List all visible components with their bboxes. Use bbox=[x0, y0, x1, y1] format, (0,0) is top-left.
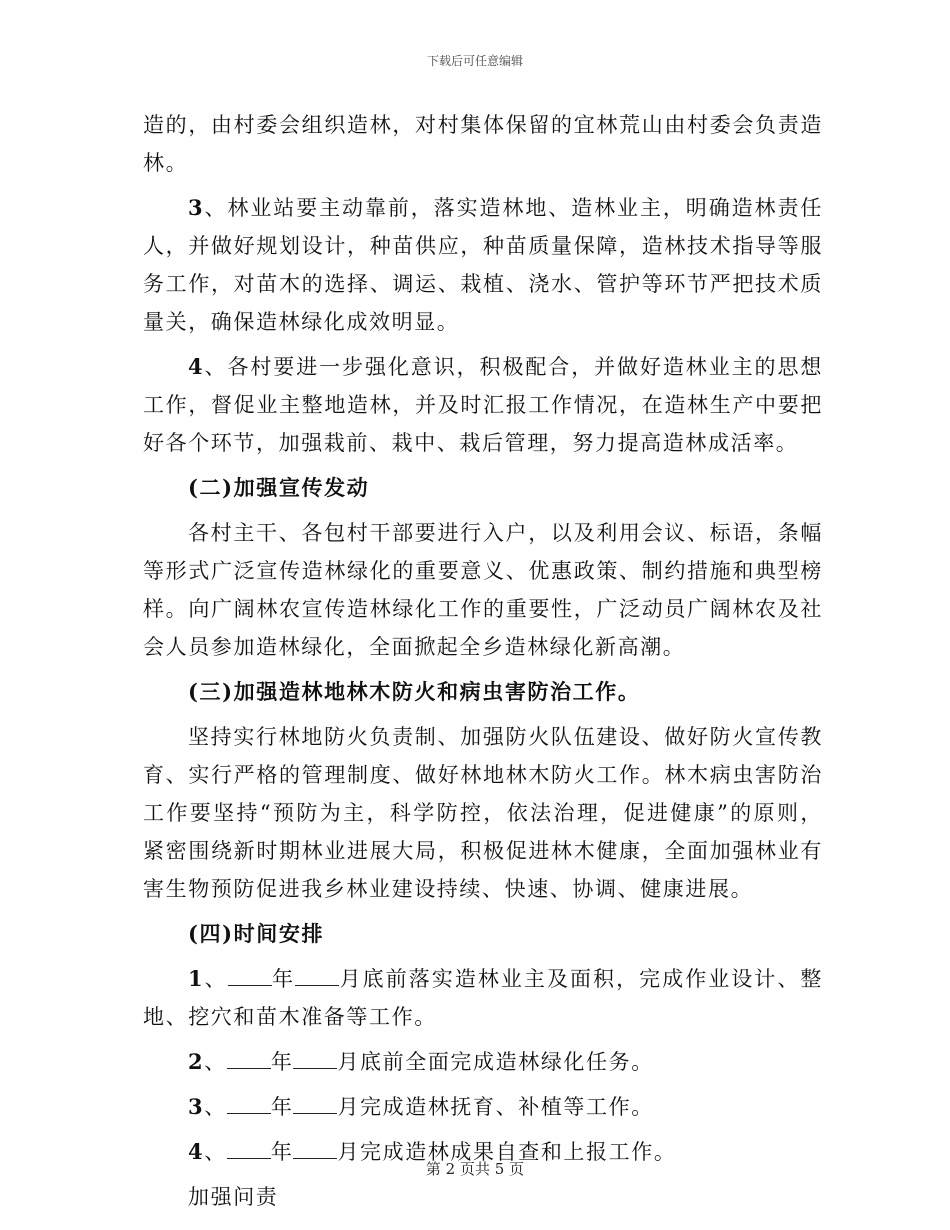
document-body bbox=[143, 106, 823, 1216]
item-number: 4 bbox=[188, 354, 205, 379]
item-4-paragraph bbox=[143, 348, 823, 462]
item-text: 、各村要进一步强化意识，积极配合，并做好造林业主的思想工作，督促业主整地造林，并及时汇报工作情况，在造林生产中要把好各个环节，加强栽前、栽中、栽后管理，努力提高造林成活率。 bbox=[143, 355, 823, 455]
blank-line bbox=[227, 1048, 271, 1069]
item-number: 4 bbox=[188, 1139, 205, 1164]
section-heading-4: (四)时间安排 bbox=[188, 921, 325, 946]
item-text: 、林业站要主动靠前，落实造林地、造林业主，明确造林责任人，并做好规划设计，种苗供应，种苗质量保障，造林技术指导等服务工作，对苗木的选择、调运、栽植、浇水、管护等环节严把技术质量关，确保造林绿化成效明显。 bbox=[143, 196, 823, 334]
blank-line bbox=[227, 1093, 271, 1114]
item-text: 月底前全面完成造林绿化任务。 bbox=[337, 1050, 654, 1074]
item-number: 3 bbox=[188, 195, 205, 220]
item-number: 2 bbox=[188, 1049, 205, 1074]
paragraph-continuation: 造的，由村委会组织造林，对村集体保留的宜林荒山由村委会负责造林。 bbox=[143, 113, 823, 175]
item-text: 月完成造林抚育、补植等工作。 bbox=[337, 1095, 654, 1119]
page-header: 下载后可任意编辑 bbox=[426, 54, 523, 68]
item-number: 3 bbox=[188, 1094, 205, 1119]
blank-line bbox=[293, 1093, 337, 1114]
schedule-item-1: 1、 年 月底前落实造林业主及面积，完成作业设计、整地、挖穴和苗木准备等工作。 bbox=[143, 966, 823, 1029]
blank-line bbox=[293, 1138, 337, 1159]
schedule-item-2: 2、 年 月底前全面完成造林绿化任务。 bbox=[188, 1049, 654, 1074]
publicity-paragraph: 各村主干、各包村干部要进行入户，以及利用会议、标语，条幅等形式广泛宣传造林绿化的重要意义、优惠政策、制约措施和典型榜样。向广阔林农宣传造林绿化工作的重要性，广泛动员广阔林农及社会人员参加造林绿化，全面掀起全乡造林绿化新高潮。 bbox=[143, 521, 823, 659]
blank-line bbox=[228, 965, 272, 986]
item-number: 1 bbox=[188, 966, 205, 991]
accountability-line: 加强问责 bbox=[188, 1185, 279, 1209]
section-heading-3: (三)加强造林地林木防火和病虫害防治工作。 bbox=[188, 679, 641, 704]
blank-line bbox=[227, 1138, 271, 1159]
item-text: 月完成造林成果自查和上报工作。 bbox=[337, 1140, 677, 1164]
schedule-item-4: 4、 年 月完成造林成果自查和上报工作。 bbox=[188, 1139, 677, 1164]
item-3-paragraph bbox=[143, 189, 823, 341]
page-footer: 第 2 页共 5 页 bbox=[425, 1160, 525, 1178]
fire-prevention-paragraph: 坚持实行林地防火负责制、加强防火队伍建设、做好防火宣传教育、实行严格的管理制度、做好林地林木防火工作。林木病虫害防治工作要坚持“预防为主，科学防控，依法治理，促进健康”的原则，紧密围绕新时期林业进展大局，积极促进林木健康，全面加强林业有害生物预防促进我乡林业建设持续、快速、协调、健康进展。 bbox=[143, 725, 823, 901]
blank-line bbox=[295, 965, 339, 986]
section-heading-2: (二)加强宣传发动 bbox=[188, 475, 370, 500]
item-text: 月底前落实造林业主及面积，完成作业设计、整地、挖穴和苗木准备等工作。 bbox=[143, 967, 823, 1029]
schedule-item-3: 3、 年 月完成造林抚育、补植等工作。 bbox=[188, 1094, 654, 1119]
blank-line bbox=[293, 1048, 337, 1069]
